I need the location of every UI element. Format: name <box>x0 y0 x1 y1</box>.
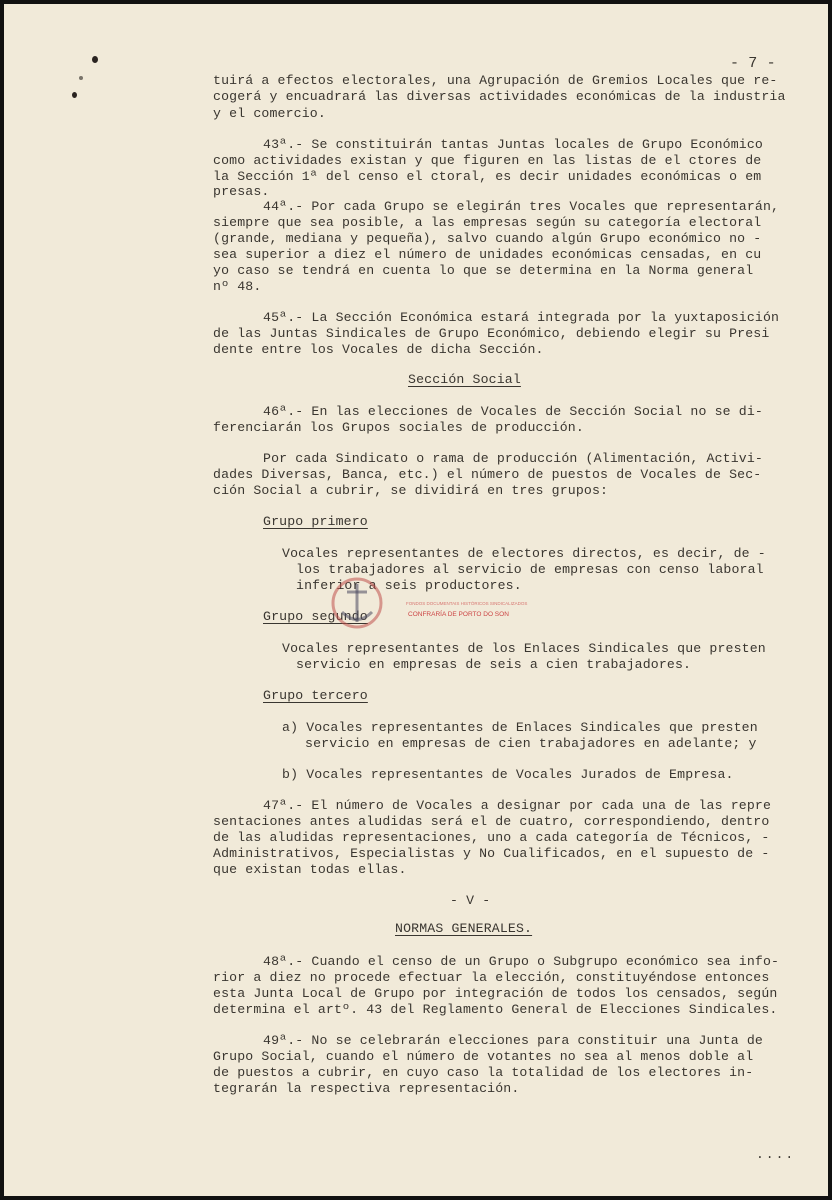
text-line: Vocales representantes de electores directos, es decir, de - <box>282 546 766 561</box>
text-line: dente entre los Vocales de dicha Sección. <box>213 342 544 357</box>
text-line: 44ª.- Por cada Grupo se elegirán tres Vocales que representarán, <box>263 199 780 214</box>
text-line: tuirá a efectos electorales, una Agrupación de Gremios Locales que re- <box>213 73 778 88</box>
text-line: 49ª.- No se celebrarán elecciones para constituir una Junta de <box>263 1033 763 1048</box>
text-line: - V - <box>450 893 491 908</box>
document-page <box>4 4 828 1196</box>
section-heading: Grupo tercero <box>263 688 368 703</box>
text-line: tegrarán la respectiva representación. <box>213 1081 520 1096</box>
page-end-dots: .... <box>756 1147 796 1162</box>
text-line: inferior a seis productores. <box>296 578 522 593</box>
text-line: cogerá y encuadrará las diversas actividades económicas de la industria <box>213 89 786 104</box>
text-line: siempre que sea posible, a las empresas según su categoría electoral <box>213 215 762 230</box>
text-line: de las Juntas Sindicales de Grupo Económico, debiendo elegir su Presi <box>213 326 770 341</box>
text-line: los trabajadores al servicio de empresas con censo laboral <box>296 562 764 577</box>
text-line: rior a diez no procede efectuar la elección, constituyéndose entonces <box>213 970 770 985</box>
text-line: Administrativos, Especialistas y No Cualificados, en el supuesto de - <box>213 846 770 861</box>
text-line: esta Junta Local de Grupo por integración de todos los censados, según <box>213 986 778 1001</box>
anchor-logo-icon <box>322 572 392 634</box>
section-heading: NORMAS GENERALES. <box>395 921 533 936</box>
text-line: ción Social a cubrir, se dividirá en tres grupos: <box>213 483 609 498</box>
ink-stain <box>79 76 83 80</box>
text-line: Por cada Sindicato o rama de producción (Alimentación, Activi- <box>263 451 763 466</box>
ink-stain <box>92 56 98 63</box>
section-heading: Sección Social <box>408 372 521 387</box>
text-line: que existan todas ellas. <box>213 862 407 877</box>
text-line: 47ª.- El número de Vocales a designar por cada una de las repre <box>263 798 772 813</box>
text-line: 43ª.- Se constituirán tantas Juntas locales de Grupo Económico <box>263 137 763 152</box>
text-line: y el comercio. <box>213 106 326 121</box>
text-line: (grande, mediana y pequeña), salvo cuando algún Grupo económico no - <box>213 231 762 246</box>
text-line: la Sección 1ª del censo el ctoral, es decir unidades económicas o em <box>213 169 762 184</box>
text-line: determina el artº. 43 del Reglamento General de Elecciones Sindicales. <box>213 1002 778 1017</box>
text-line: 45ª.- La Sección Económica estará integrada por la yuxtaposición <box>263 310 780 325</box>
stamp-title: CONFRARÍA DE PORTO DO SON <box>408 611 509 618</box>
stamp-caption: FONDOS DOCUMENTAIS HISTÓRICOS SINDICALIZADOS <box>406 601 528 606</box>
ink-stain <box>72 92 77 98</box>
text-line: Vocales representantes de los Enlaces Sindicales que presten <box>282 641 766 656</box>
text-line: de puestos a cubrir, en cuyo caso la totalidad de los electores in- <box>213 1065 754 1080</box>
text-line: ferenciarán los Grupos sociales de producción. <box>213 420 584 435</box>
text-line: 46ª.- En las elecciones de Vocales de Sección Social no se di- <box>263 404 763 419</box>
text-line: b) Vocales representantes de Vocales Jurados de Empresa. <box>282 767 734 782</box>
text-line: nº 48. <box>213 279 262 294</box>
text-line: servicio en empresas de cien trabajadores en adelante; y <box>305 736 757 751</box>
text-line: dades Diversas, Banca, etc.) el número de puestos de Vocales de Sec- <box>213 467 762 482</box>
section-heading: Grupo primero <box>263 514 368 529</box>
text-line: sea superior a diez el número de unidades económicas censadas, en cu <box>213 247 762 262</box>
section-heading: Grupo segundo <box>263 609 368 624</box>
text-line: como actividades existan y que figuren en las listas de el ctores de <box>213 153 762 168</box>
text-line: presas. <box>213 184 270 199</box>
text-line: sentaciones antes aludidas será el de cuatro, correspondiendo, dentro <box>213 814 770 829</box>
page-number: - 7 - <box>730 55 776 72</box>
text-line: 48ª.- Cuando el censo de un Grupo o Subgrupo económico sea info- <box>263 954 780 969</box>
archive-stamp <box>322 574 528 634</box>
text-line: Grupo Social, cuando el número de votantes no sea al menos doble al <box>213 1049 754 1064</box>
text-line: servicio en empresas de seis a cien trabajadores. <box>296 657 692 672</box>
text-line: yo caso se tendrá en cuenta lo que se determina en la Norma general <box>213 263 754 278</box>
text-line: a) Vocales representantes de Enlaces Sindicales que presten <box>282 720 758 735</box>
text-line: de las aludidas representaciones, uno a cada categoría de Técnicos, - <box>213 830 770 845</box>
